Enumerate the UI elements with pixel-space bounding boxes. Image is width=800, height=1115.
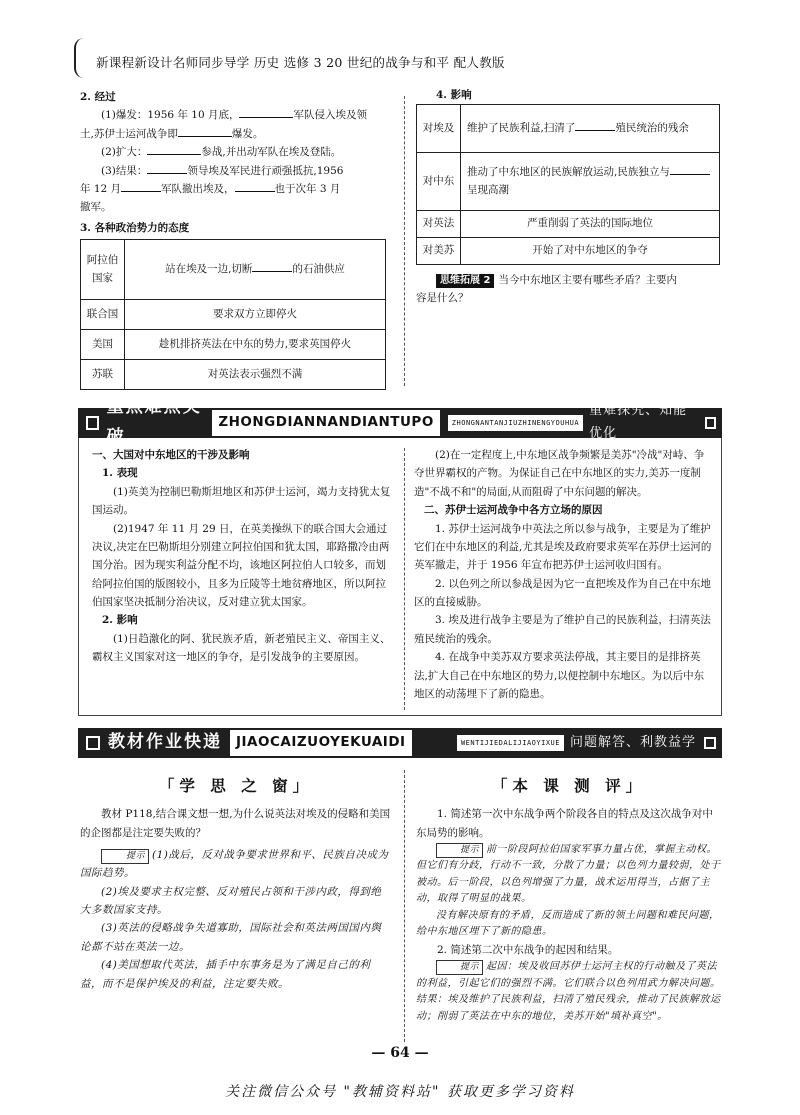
fill-blank[interactable]: [235, 182, 275, 192]
page-number: — 64 —: [371, 1045, 429, 1061]
paragraph: 教材 P118,结合课文想一想,为什么说英法对埃及的侵略和美国的企图都是注定要失败的？: [80, 808, 391, 839]
impact-table: [416, 104, 720, 265]
answer: (3)英法的侵略战争失道寡助，国际社会和英法两国国内舆论都不站在英法一边。: [80, 922, 382, 953]
text: 参战,并出动军队在埃及登陆。: [201, 146, 342, 159]
table-cell: 要求双方立即停火: [125, 300, 386, 330]
text: 领导埃及军民进行顽强抵抗,1956: [187, 164, 344, 177]
think-tag: 思维拓展 2: [436, 274, 494, 288]
banner-title: 重点难点突破: [106, 397, 202, 447]
table-cell: 阿拉伯国家: [81, 240, 125, 300]
banner-subtitle: 问题解答、利教益学: [569, 734, 696, 750]
paragraph: [80, 125, 386, 143]
text: (1)战后，反对战争要求世界和平、民族自决成为国际趋势。: [80, 848, 389, 880]
paragraph: 1. 简述第一次中东战争两个阶段各自的特点及这次战争对中东局势的影响。: [416, 808, 713, 839]
fill-blank[interactable]: [670, 165, 710, 175]
banner-title: 教材作业快递: [108, 732, 222, 753]
window-title: 「学 思 之 窗」: [158, 776, 314, 795]
table-cell: 对美苏: [417, 238, 461, 265]
table-row: [81, 240, 386, 300]
table-cell: 美国: [81, 330, 125, 360]
text: 维护了民族利益,扫清了: [467, 121, 576, 134]
text: 爆发。: [231, 127, 264, 140]
paragraph: 容是什么？: [416, 292, 469, 305]
paragraph: [80, 143, 386, 161]
bottom-right-column: [416, 772, 722, 1025]
table-row: [81, 330, 386, 360]
table-cell: 联合国: [81, 300, 125, 330]
section-banner-textbook: [78, 728, 722, 758]
text: 年 12 月: [80, 182, 122, 195]
paragraph: [80, 180, 386, 198]
table-row: [417, 153, 720, 211]
banner-subtitle: 重难探究、知能优化: [589, 403, 688, 441]
text: 土,苏伊士运河战争即: [80, 127, 178, 140]
attitude-table: [80, 239, 386, 390]
text: 殖民统治的残余: [615, 121, 689, 134]
running-header: 新课程新设计名师同步导学 历史 选修 3 20 世纪的战争与和平 配人教版: [96, 55, 505, 70]
answer: (2)埃及要求主权完整、反对殖民占领和干涉内政，得到绝大多数国家支持。: [80, 885, 382, 916]
text: 军队侵入埃及领: [293, 109, 367, 122]
table-cell: 苏联: [81, 360, 125, 390]
bottom-left-column: [80, 772, 392, 993]
table-cell: [461, 105, 720, 153]
table-cell: [461, 153, 720, 211]
fill-blank[interactable]: [252, 262, 292, 272]
paragraph: 2. 以色列之所以参战是因为它一直把埃及作为自己在中东地区的直接威胁。: [414, 577, 711, 608]
key-points-left: [92, 446, 392, 667]
fill-blank[interactable]: [147, 145, 201, 155]
paragraph: (1)日趋激化的阿、犹民族矛盾，新老殖民主义、帝国主义、霸权主义国家对这一地区的争夺，是引发战争的主要原因。: [92, 632, 391, 664]
paragraph: [80, 106, 386, 124]
table-cell: 对中东: [417, 153, 461, 211]
section-heading: 一、大国对中东地区的干涉及影响: [92, 449, 250, 461]
text: 站在埃及一边,切断: [165, 262, 253, 275]
section-heading: 3. 各种政治势力的态度: [80, 221, 190, 234]
table-row: [417, 238, 720, 265]
hint-tag: 提示: [436, 960, 483, 975]
table-cell: 对英法表示强烈不满: [125, 360, 386, 390]
sub-heading: 2. 影响: [102, 614, 138, 627]
text: 起因：埃及收回苏伊士运河主权的行动触及了英法的利益，引起它们的强烈不满。它们联合以色列用武力解决问题。结果：埃及维护了民族利益，扫清了殖民残余，推动了民族解放运动；削弱了英法在中东的地位，美苏开始"填补真空"。: [416, 961, 721, 1022]
key-points-right: [414, 446, 714, 703]
banner-pinyin: JIAOCAIZUOYEKUAIDI: [230, 730, 412, 756]
banner-pinyin-small: WENTIJIEDALIJIAOYIXUE: [457, 735, 564, 751]
banner-pinyin-small: ZHONGNANTANJIUZHINENGYOUHUA: [448, 415, 583, 431]
footer-note: 关注微信公众号 "教辅资料站" 获取更多学习资料: [225, 1084, 575, 1100]
table-cell: 对英法: [417, 211, 461, 238]
answer: (4)美国想取代英法，插手中东事务是为了满足自己的利益，而不是保护埃及的利益，注定要失败。: [80, 959, 371, 990]
paragraph: 撤军。: [80, 201, 112, 214]
fill-blank[interactable]: [575, 121, 615, 131]
section-heading: 2. 经过: [80, 91, 116, 103]
fill-blank[interactable]: [121, 182, 161, 192]
table-cell: 趁机排挤英法在中东的势力,要求英国停火: [125, 330, 386, 360]
table-row: [81, 300, 386, 330]
column-divider: [404, 96, 405, 386]
square-icon: [86, 736, 100, 750]
paragraph: (2)在一定程度上,中东地区战争频繁是美苏"冷战"对峙、争夺世界霸权的产物。为保证自己在中东地区的实力,美苏一度制造"不战不和"的局面,从而阻碍了中东问题的解决。: [414, 449, 705, 498]
text: (3)结果：: [101, 164, 148, 177]
paragraph: 2. 简述第二次中东战争的起因和结果。: [437, 943, 619, 956]
text: 当今中东地区主要有哪些矛盾？主要内: [498, 274, 677, 287]
sub-heading: 1. 表现: [102, 467, 138, 480]
square-icon: [704, 737, 716, 749]
banner-pinyin: ZHONGDIANNANDIANTUPO: [212, 410, 439, 436]
text: 军队撤出埃及，: [161, 182, 235, 195]
window-title: 「本 课 测 评」: [491, 776, 647, 795]
hint-tag: 提示: [101, 849, 149, 864]
answer: 没有解决原有的矛盾，反而造成了新的领土问题和难民问题，给中东地区埋下了新的隐患。: [416, 909, 720, 938]
square-icon: [705, 417, 716, 429]
section-banner-key-points: [78, 397, 722, 447]
think-question: [416, 271, 720, 289]
header-ornament: [74, 38, 88, 78]
table-cell: 开始了对中东地区的争夺: [461, 238, 720, 265]
paragraph: 4. 在战争中美苏双方要求英法停战，其主要目的是排挤英法,扩大自己在中东地区的势力,以便控制中东地区。为以后中东地区的动荡埋下了新的隐患。: [414, 651, 705, 700]
top-left-column: [80, 88, 386, 390]
paragraph: 3. 埃及进行战争主要是为了维护自己的民族利益，扫清英法殖民统治的残余。: [414, 614, 711, 645]
square-icon: [86, 416, 99, 430]
text: 呈现高潮: [467, 183, 509, 196]
table-cell: 对埃及: [417, 105, 461, 153]
table-cell: 严重削弱了英法的国际地位: [461, 211, 720, 238]
fill-blank[interactable]: [147, 164, 187, 174]
answer: [80, 846, 392, 883]
table-row: [417, 105, 720, 153]
section-heading: 4. 影响: [436, 89, 472, 101]
fill-blank[interactable]: [239, 108, 293, 118]
answer: [416, 842, 722, 908]
text: (2)扩大：: [101, 146, 148, 159]
top-right-column: [416, 86, 720, 308]
paragraph: 1. 苏伊士运河战争中英法之所以参与战争，主要是为了维护它们在中东地区的利益,尤其是埃及政府要求英军在苏伊士运河的英军撤走，并于 1956 年宣布把苏伊士运河收归国有。: [414, 522, 712, 572]
table-cell: [125, 240, 386, 300]
section-heading: 二、苏伊士运河战争中各方立场的原因: [424, 504, 603, 517]
text: 也于次年 3 月: [274, 182, 341, 195]
hint-tag: 提示: [436, 843, 483, 858]
table-row: [81, 360, 386, 390]
paragraph: [80, 162, 386, 180]
text: 的石油供应: [292, 262, 345, 275]
fill-blank[interactable]: [178, 127, 232, 137]
paragraph: (1)英美为控制巴勒斯坦地区和苏伊士运河，竭力支持犹太复国运动。: [92, 485, 391, 517]
text: 推动了中东地区的民族解放运动,民族独立与: [467, 166, 670, 179]
text: 前一阶段阿拉伯国家军事力量占优，掌握主动权。但它们有分歧，行动不一致，分散了力量；以色列力量较弱，处于被动。后一阶段，以色列增强了力量，战术运用得当，占据了主动，取得了明显的战果。: [416, 843, 721, 905]
answer: [416, 959, 722, 1025]
text: (1)爆发：1956 年 10 月底，: [101, 109, 240, 122]
column-divider: [404, 770, 405, 1042]
table-row: [417, 211, 720, 238]
column-divider: [404, 448, 405, 710]
paragraph: (2)1947 年 11 月 29 日，在英美操纵下的联合国大会通过决议,决定在巴勒斯坦分别建立阿拉伯国和犹太国，耶路撒冷由两国分治。因为现实利益分配不均，该地区阿拉伯人口较多，而划给阿拉伯国的版图较小，且多为丘陵等土地贫瘠地区，所以阿拉伯国家坚决抵制分治决议，反对建立犹太国家。: [92, 522, 390, 608]
